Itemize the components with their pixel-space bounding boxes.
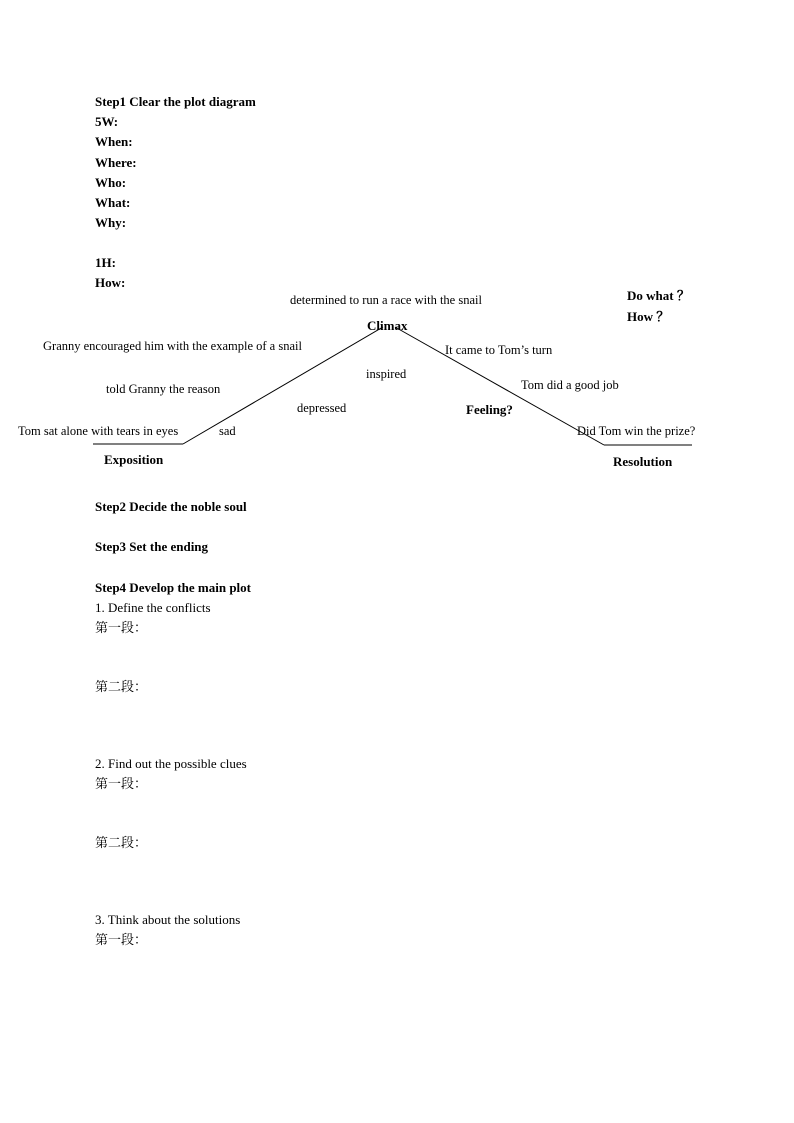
step1-heading: Step1 Clear the plot diagram	[95, 94, 256, 109]
inspired-note: inspired	[366, 367, 407, 381]
when-label: When:	[95, 134, 133, 149]
solutions-para1-label: 第一段：	[95, 932, 148, 947]
conflicts-para1-label: 第一段：	[95, 620, 148, 635]
clues-para1-label: 第一段：	[95, 776, 148, 791]
step4-heading: Step4 Develop the main plot	[95, 580, 251, 595]
determined-note: determined to run a race with the snail	[290, 293, 482, 307]
clues-para2-label: 第二段：	[95, 835, 148, 850]
how-question: How ？	[627, 309, 670, 324]
tom-sat-note: Tom sat alone with tears in eyes	[18, 424, 179, 438]
item-define-conflicts: 1. Define the conflicts	[95, 600, 211, 615]
how-label: How:	[95, 275, 126, 290]
step3-heading: Step3 Set the ending	[95, 539, 209, 554]
where-label: Where:	[95, 155, 137, 170]
feeling-question: Feeling?	[466, 402, 513, 417]
told-granny-note: told Granny the reason	[106, 382, 221, 396]
depressed-note: depressed	[297, 401, 347, 415]
what-label: What:	[95, 195, 131, 210]
granny-encouraged-note: Granny encouraged him with the example of a snail	[43, 339, 302, 353]
toms-turn-note: It came to Tom’s turn	[445, 343, 553, 357]
who-label: Who:	[95, 175, 127, 190]
step2-heading: Step2 Decide the noble soul	[95, 499, 247, 514]
one-h-label: 1H:	[95, 255, 116, 270]
item-possible-clues: 2. Find out the possible clues	[95, 756, 247, 771]
five-w-label: 5W:	[95, 114, 119, 129]
sad-note: sad	[219, 424, 236, 438]
did-tom-win-note: Did Tom win the prize?	[577, 424, 696, 438]
item-solutions: 3. Think about the solutions	[95, 912, 241, 927]
climax-label: Climax	[367, 318, 408, 333]
why-label: Why:	[95, 215, 127, 230]
resolution-label: Resolution	[613, 454, 673, 469]
do-what-question: Do what ？	[627, 288, 690, 303]
good-job-note: Tom did a good job	[521, 378, 619, 392]
exposition-label: Exposition	[104, 452, 164, 467]
conflicts-para2-label: 第二段：	[95, 679, 148, 694]
